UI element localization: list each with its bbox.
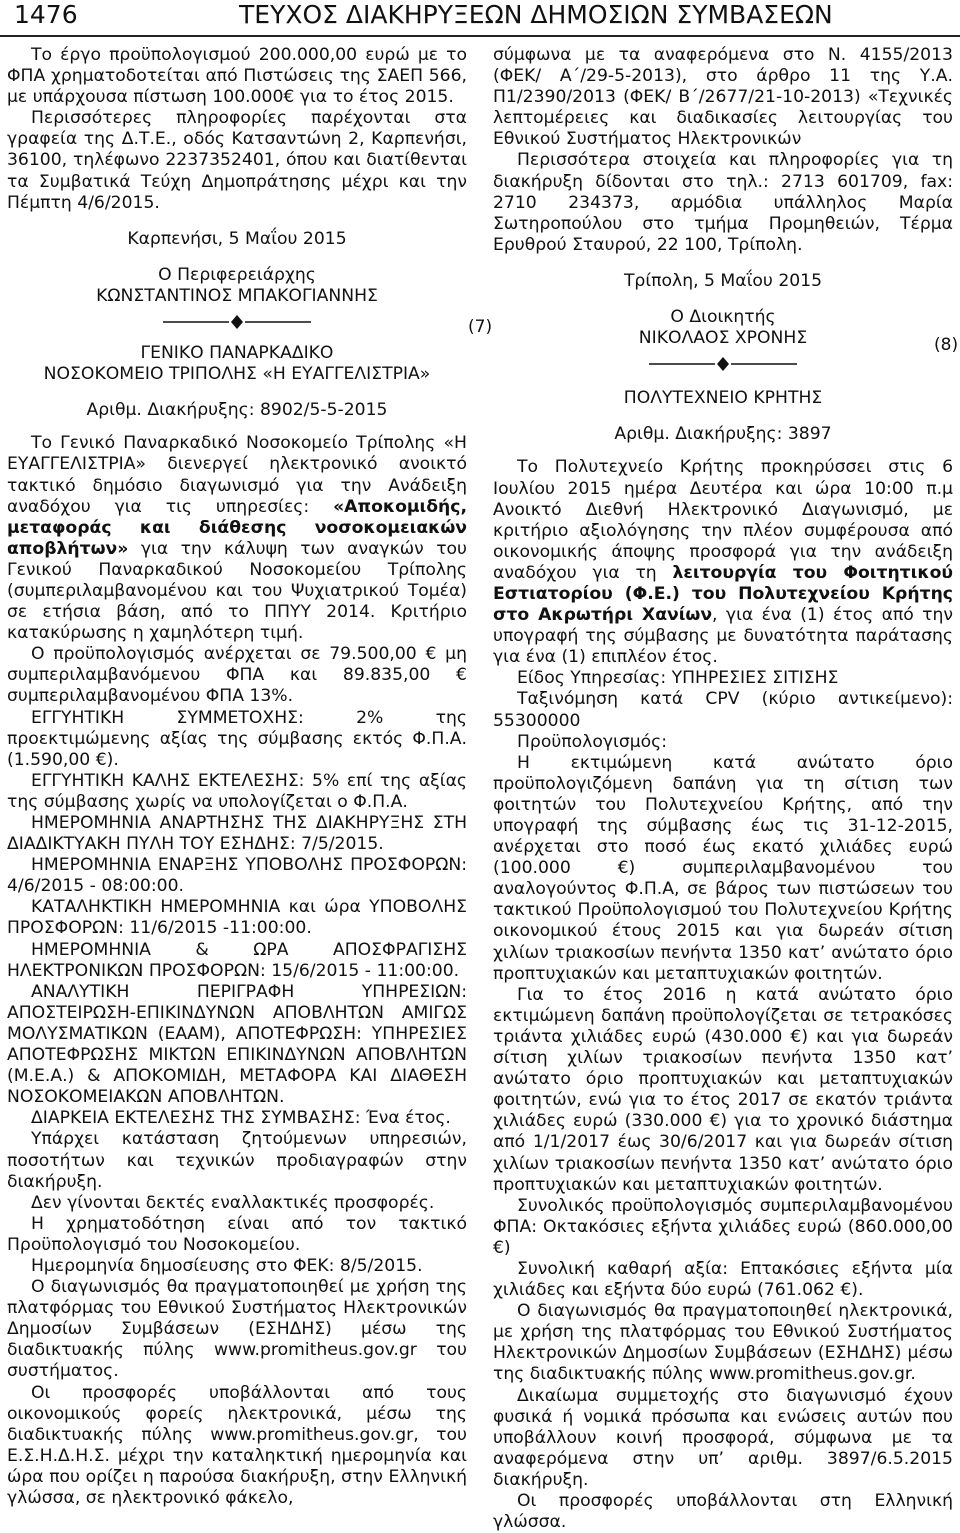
notice-paragraph: Είδος Υπηρεσίας: ΥΠΗΡΕΣΙΕΣ ΣΙΤΙΣΗΣ	[517, 668, 839, 689]
publication-title: ΤΕΥΧΟΣ ΔΙΑΚΗΡΥΞΕΩΝ ΔΗΜΟΣΙΩΝ ΣΥΜΒΑΣΕΩΝ	[239, 0, 833, 29]
page-number: 1476	[14, 0, 78, 29]
notice-paragraph: Ο προϋπολογισμός ανέρχεται σε 79.500,00 € μη συμπεριλαμβανόμενου ΦΠΑ και 89.835,00 € συμπεριλαμβανομένου ΦΠΑ 13%.	[7, 644, 467, 707]
notice-paragraph: Δεν γίνονται δεκτές εναλλακτικές προσφορές.	[31, 1192, 435, 1213]
signer-role: Ο Διοικητής	[670, 307, 776, 328]
page-header	[0, 0, 960, 40]
notice-paragraph: Οι προσφορές υποβάλλονται από τους οικονομικούς φορείς ηλεκτρονικά, μέσω της διαδικτυακής πύλης www.promitheus.gov.gr, του Ε.Σ.Η.Δ.Η.Σ. μέχρι την καταληκτική ημερομηνία και ώρα που ορίζει η παρούσα διακήρυξη, στην Ελληνική γλώσσα, σε ηλεκτρονικό φάκελο,	[7, 1382, 467, 1508]
notice-paragraph: Η χρηματοδότηση είναι από τον τακτικό Προϋπολογισμό του Νοσοκομείου.	[7, 1213, 467, 1255]
organization-name: ΓΕΝΙΚΟ ΠΑΝΑΡΚΑΔΙΚΟ	[140, 343, 334, 364]
continuation-paragraph: σύμφωνα με τα αναφερόμενα στο Ν. 4155/2013 (ΦΕΚ/ Α΄/29-5-2013), στο άρθρο 11 της Υ.Α. Π1/2390/2013 (ΦΕΚ/ Β΄/2677/21-10-2013) «Τεχνικές λεπτομέρειες και διαδικασίες λειτουργίας του Εθνικού Συστήματος Ηλεκτρονικών	[493, 45, 953, 150]
notice-paragraph: Ο διαγωνισμός θα πραγματοποιηθεί ηλεκτρονικά, με χρήση της πλατφόρμας του Εθνικού Συστήματος Ηλεκτρονικών Δημοσίων Συμβάσεων (ΕΣΗΔΗΣ) μέσω της διαδικτυακής πύλης www.promitheus.gov.gr.	[493, 1301, 953, 1385]
notice-paragraph: Συνολική καθαρή αξία: Επτακόσιες εξήντα μία χιλιάδες και εξήντα δύο ευρώ (761.062 €).	[493, 1258, 953, 1301]
notice-paragraph: ΗΜΕΡΟΜΗΝΙΑ ΑΝΑΡΤΗΣΗΣ ΤΗΣ ΔΙΑΚΗΡΥΞΗΣ ΣΤΗ ΔΙΑΔΙΚΤΥΑΚΗ ΠΥΛΗ ΤΟΥ ΕΣΗΔΗΣ: 7/5/2015.	[7, 813, 467, 855]
notice-paragraph: ΗΜΕΡΟΜΗΝΙΑ & ΩΡΑ ΑΠΟΣΦΡΑΓΙΣΗΣ ΗΛΕΚΤΡΟΝΙΚΩΝ ΠΡΟΣΦΟΡΩΝ: 15/6/2015 - 11:00:00.	[7, 939, 467, 981]
notice-paragraph: Προϋπολογισμός:	[517, 731, 668, 752]
info-paragraph: Περισσότερα στοιχεία και πληροφορίες για τη διακήρυξη δίδονται στο τηλ.: 2713 601709, fax: 2710 234373, αρμόδια υπάλληλος Μαρία Σωτηροπούλου στο τμήμα Προμηθειών, Τέρμα Ερυθρού Σταυρού, 22 100, Τρίπολη.	[493, 150, 953, 255]
declaration-number: Αριθμ. Διακήρυξης: 3897	[614, 424, 832, 445]
organization-name: ΠΟΛΥΤΕΧΝΕΙΟ ΚΡΗΤΗΣ	[623, 388, 823, 409]
bold-subject: «Αποκομιδής, μεταφοράς και διάθεσης νοσοκομειακών αποβλήτων»	[7, 496, 467, 559]
right-column	[493, 45, 953, 1533]
organization-name: ΝΟΣΟΚΟΜΕΙΟ ΤΡΙΠΟΛΗΣ «Η ΕΥΑΓΓΕΛΙΣΤΡΙΑ»	[43, 364, 431, 385]
separator-ornament	[157, 313, 317, 331]
notice-paragraph: Η εκτιμώμενη κατά ανώτατο όριο προϋπολογιζόμενη δαπάνη για τη σίτιση των φοιτητών του Πολυτεχνείου Κρήτης, από την υπογραφή της σύμβασης έως τις 31-12-2015, ανέρχεται στο ποσό έως εκατό χιλιάδες ευρώ (100.000 €) συμπεριλαμβανομένου του αναλογούντος Φ.Π.Α, σε βάρος των πιστώσεων του τακτικού Προϋπολογισμού του Πολυτεχνείου Κρήτης οικονομικού έτους 2015 και για δωρεάν σίτιση χιλίων τριακοσίων πενήντα 1350 κατ’ ανώτατο όριο προπτυχιακών και μεταπτυχιακών φοιτητών.	[493, 752, 953, 984]
notice-paragraph: Ο διαγωνισμός θα πραγματοποιηθεί με χρήση της πλατφόρμας του Εθνικού Συστήματος Ηλεκτρονικών Δημοσίων Συμβάσεων (ΕΣΗΔΗΣ) μέσω της διαδικτυακής πύλης www.promitheus.gov.gr του συστήματος.	[7, 1277, 467, 1382]
left-column	[7, 45, 467, 1509]
notice-paragraph: ΗΜΕΡΟΜΗΝΙΑ ΕΝΑΡΞΗΣ ΥΠΟΒΟΛΗΣ ΠΡΟΣΦΟΡΩΝ: 4/6/2015 - 08:00:00.	[7, 855, 467, 897]
notice-paragraph: ΑΝΑΛΥΤΙΚΗ ΠΕΡΙΓΡΑΦΗ ΥΠΗΡΕΣΙΩΝ: ΑΠΟΣΤΕΙΡΩΣΗ-ΕΠΙΚΙΝΔΥΝΩΝ ΑΠΟΒΛΗΤΩΝ ΑΜΙΓΩΣ ΜΟΛΥΣΜΑΤΙΚΩΝ (ΕΑΑΜ), ΑΠΟΤΕΦΡΩΣΗ: ΥΠΗΡΕΣΙΕΣ ΑΠΟΤΕΦΡΩΣΗΣ ΜΙΚΤΩΝ ΕΠΙΚΙΝΔΥΝΩΝ ΑΠΟΒΛΗΤΩΝ (Μ.Ε.Α.) & ΑΠΟΚΟΜΙΔΗ, ΜΕΤΑΦΟΡΑ ΚΑΙ ΔΙΑΘΕΣΗ ΝΟΣΟΚΟΜΕΙΑΚΩΝ ΑΠΟΒΛΗΤΩΝ.	[7, 981, 467, 1108]
notice-paragraph: Για το έτος 2016 η κατά ανώτατο όριο εκτιμώμενη δαπάνη προϋπολογίζεται σε τετρακόσες τριάντα χιλιάδες ευρώ (430.000 €) και για δωρεάν σίτιση χιλίων τριακοσίων πενήντα 1350 κατ’ ανώτατο όριο προπτυχιακών και μεταπτυχιακών φοιτητών, ενώ για το έτος 2017 σε εκατόν τριάντα χιλιάδες ευρώ (330.000 €) για το χρονικό διάστημα από 1/1/2017 έως 30/6/2017 και για δωρεάν σίτιση χιλίων τριακοσίων πενήντα 1350 κατ’ ανώτατο όριο προπτυχιακών και μεταπτυχιακών φοιτητών.	[493, 984, 953, 1195]
notice-paragraph: ΕΓΓΥΗΤΙΚΗ ΣΥΜΜΕΤΟΧΗΣ: 2% της προεκτιμώμενης αξίας της σύμβασης εκτός Φ.Π.Α. (1.590,00 €).	[7, 707, 467, 770]
notice-paragraph: ΔΙΑΡΚΕΙΑ ΕΚΤΕΛΕΣΗΣ ΤΗΣ ΣΥΜΒΑΣΗΣ: Ένα έτος.	[31, 1108, 451, 1129]
notice-paragraph: Υπάρχει κατάσταση ζητούμενων υπηρεσιών, ποσοτήτων και τεχνικών προδιαγραφών στην διακήρυξη.	[7, 1129, 467, 1192]
notice-number: (7)	[468, 317, 493, 337]
notice-paragraph: Συνολικός προϋπολογισμός συμπεριλαμβανομένου ΦΠΑ: Οκτακόσιες εξήντα χιλιάδες ευρώ (860.000,00 €)	[493, 1195, 953, 1258]
notice-paragraph: Δικαίωμα συμμετοχής στο διαγωνισμό έχουν φυσικά ή νομικά πρόσωπα και ενώσεις αυτών που υποβάλλουν κοινή προσφορά, σύμφωνα με τα αναφερόμενα στην υπ’ αριθμ. 3897/6.5.2015 διακήρυξη.	[493, 1385, 953, 1490]
signer-name: ΝΙΚΟΛΑΟΣ ΧΡΟΝΗΣ	[638, 328, 808, 349]
intro-paragraph: Περισσότερες πληροφορίες παρέχονται στα γραφεία της Δ.Τ.Ε., οδός Κατσαντώνη 2, Καρπενήσι, 36100, τηλέφωνο 2237352401, όπου και διατίθενται τα Συμβατικά Τεύχη Δημοπράτησης μέχρι και την Πέμπτη 4/6/2015.	[7, 108, 467, 213]
intro-paragraph: Το έργο προϋπολογισμού 200.000,00 ευρώ με το ΦΠΑ χρηματοδοτείται από Πιστώσεις της ΣΑΕΠ 566, με υπάρχουσα πίστωση 100.000€ για το έτος 2015.	[7, 45, 467, 108]
notice-body: Το Πολυτεχνείο Κρήτης προκηρύσσει στις 6 Ιουλίου 2015 ημέρα Δευτέρα και ώρα 10:00 π.μ Ανοικτό Διεθνή Ηλεκτρονικό Διαγωνισμό, με κριτήριο αξιολόγησης την πλέον συμφέρουσα από οικονομικής άποψης προσφορά για την ανάδειξη αναδόχου για τη λειτουργία του Φοιτητικού Εστιατορίου (Φ.Ε.) του Πολυτεχνείου Κρήτης στο Ακρωτήρι Χανίων, για ένα (1) έτος από την υπογραφή της σύμβασης με δυνατότητα παράτασης για ένα (1) επιπλέον έτος.	[493, 457, 953, 668]
signer-name: ΚΩΝΣΤΑΝΤΙΝΟΣ ΜΠΑΚΟΓΙΑΝΝΗΣ	[96, 285, 378, 306]
notice-number: (8)	[934, 335, 959, 355]
header-rule	[0, 35, 960, 37]
place-date: Καρπενήσι, 5 Μαΐου 2015	[127, 228, 347, 249]
notice-paragraph: Ταξινόμηση κατά CPV (κύριο αντικείμενο): 55300000	[493, 689, 953, 731]
notice-paragraph: ΕΓΓΥΗΤΙΚΗ ΚΑΛΗΣ ΕΚΤΕΛΕΣΗΣ: 5% επί της αξίας της σύμβασης χωρίς να υπολογίζεται ο Φ.Π.Α.	[7, 770, 467, 812]
notice-paragraph: ΚΑΤΑΛΗΚΤΙΚΗ ΗΜΕΡΟΜΗΝΙΑ και ώρα ΥΠΟΒΟΛΗΣ ΠΡΟΣΦΟΡΩΝ: 11/6/2015 -11:00:00.	[7, 897, 467, 939]
place-date: Τρίπολη, 5 Μαΐου 2015	[623, 270, 823, 291]
signer-role: Ο Περιφερειάρχης	[158, 264, 316, 285]
declaration-number: Αριθμ. Διακήρυξης: 8902/5-5-2015	[86, 400, 388, 421]
bold-subject: λειτουργία του Φοιτητικού Εστιατορίου (Φ.Ε.) του Πολυτεχνείου Κρήτης στο Ακρωτήρι Χανίων	[493, 562, 953, 626]
notice-paragraph: Ημερομηνία δημοσίευσης στο ΦΕΚ: 8/5/2015.	[31, 1255, 423, 1276]
notice-body: Το Γενικό Παναρκαδικό Νοσοκομείο Τρίπολης «Η ΕΥΑΓΓΕΛΙΣΤΡΙΑ» διενεργεί ηλεκτρονικό ανοικτό τακτικό δημόσιο διαγωνισμό για την Ανάδειξη αναδόχου για τις υπηρεσίες: «Αποκομιδής, μεταφοράς και διάθεσης νοσοκομειακών αποβλήτων» για την κάλυψη των αναγκών του Γενικού Παναρκαδικού Νοσοκομείου Τρίπολης (συμπεριλαμβανομένου και του Ψυχιατρικού Τομέα) σε ετήσια βάση, από το ΠΠΥΥ 2014. Κριτήριο κατακύρωσης η χαμηλότερη τιμή.	[7, 433, 467, 644]
notice-paragraph: Οι προσφορές υποβάλλονται στη Ελληνική γλώσσα.	[493, 1491, 953, 1533]
separator-ornament	[643, 355, 803, 373]
